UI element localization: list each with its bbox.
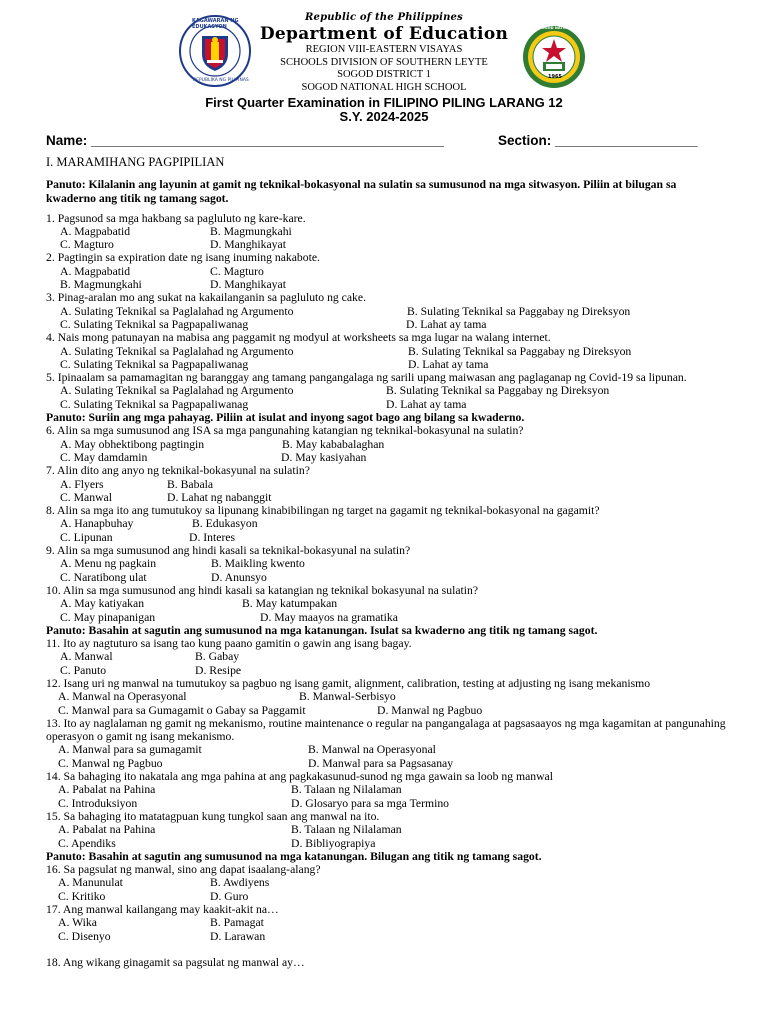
choice[interactable]: D. Manghikayat bbox=[210, 238, 286, 252]
choice-row bbox=[46, 238, 726, 251]
republic-line: Republic of the Philippines bbox=[305, 12, 463, 23]
choice[interactable]: B. Awdiyens bbox=[210, 876, 270, 890]
choice[interactable]: C. Manwal para sa Gumagamit o Gabay sa Paggamit bbox=[58, 703, 306, 717]
choice[interactable]: B. May katumpakan bbox=[242, 597, 338, 611]
choice[interactable]: A. May katiyakan bbox=[60, 597, 145, 611]
choice[interactable]: D. Anunsyo bbox=[211, 570, 267, 584]
choice[interactable]: A. Sulating Teknikal sa Paglalahad ng Argumento bbox=[60, 304, 294, 318]
choice-row bbox=[46, 305, 726, 318]
choice-row bbox=[46, 611, 726, 624]
choice-row bbox=[46, 797, 726, 810]
choice-row bbox=[46, 823, 726, 836]
instructions: Panuto: Suriin ang mga pahayag. Piliin at isulat and inyong sagot bago ang bilang sa kwaderno. bbox=[46, 411, 525, 425]
question: 9. Alin sa mga sumusunod ang hindi kasali sa teknikal-bokasyunal na sulatin? bbox=[46, 544, 411, 558]
choice[interactable]: C. Magturo bbox=[60, 238, 114, 252]
choice[interactable]: C. Manwal bbox=[60, 490, 112, 504]
choice[interactable]: B. Magmungkahi bbox=[60, 278, 142, 292]
question: 7. Alin dito ang anyo ng teknikal-bokasyunal na sulatin? bbox=[46, 464, 310, 478]
name-section-row bbox=[46, 133, 726, 149]
choice[interactable]: C. Sulating Teknikal sa Pagpapaliwanag bbox=[60, 397, 249, 411]
choice-row bbox=[46, 890, 726, 903]
choice[interactable]: B. Babala bbox=[167, 477, 214, 491]
choice[interactable]: D. Manghikayat bbox=[210, 278, 286, 292]
choice-row bbox=[46, 757, 726, 770]
choice[interactable]: A. Sulating Teknikal sa Paglalahad ng Argumento bbox=[60, 344, 294, 358]
choice-row bbox=[46, 225, 726, 238]
choice[interactable]: C. Panuto bbox=[60, 663, 107, 677]
school-seal-lettering: SOGOD NATIONAL HIGH SCHOOL 1965 bbox=[539, 26, 605, 80]
school-year: S.Y. 2024-2025 bbox=[339, 109, 429, 124]
choice[interactable]: C. Kritiko bbox=[58, 889, 106, 903]
choice-row bbox=[46, 743, 726, 756]
choice[interactable]: D. May maayos na gramatika bbox=[260, 610, 398, 624]
choice[interactable]: D. Manwal ng Pagbuo bbox=[377, 703, 483, 717]
choice[interactable]: A. Pabalat na Pahina bbox=[58, 823, 156, 837]
choice[interactable]: A. Magpabatid bbox=[60, 264, 131, 278]
choice[interactable]: B. Sulating Teknikal sa Paggabay ng Direksyon bbox=[408, 344, 632, 358]
choice[interactable]: B. Edukasyon bbox=[192, 517, 258, 531]
choice[interactable]: D. Lahat ng nabanggit bbox=[167, 490, 272, 504]
choice[interactable]: B. Talaan ng Nilalaman bbox=[291, 783, 402, 797]
choice-row bbox=[46, 517, 726, 530]
choice[interactable]: A. Pabalat na Pahina bbox=[58, 783, 156, 797]
choice[interactable]: A. May obhektibong pagtingin bbox=[60, 437, 205, 451]
choice[interactable]: B. Pamagat bbox=[210, 916, 264, 930]
question: 5. Ipinaalam sa pamamagitan ng baranggay ang tamang pangangalaga ng sarili upang maiwasan ang paglaganap ng Covid-19 sa lipunan. bbox=[46, 371, 687, 385]
choice[interactable]: B. Manwal na Operasyonal bbox=[308, 743, 436, 757]
choice[interactable]: D. Guro bbox=[210, 889, 249, 903]
choice[interactable]: B. Manwal-Serbisyo bbox=[299, 690, 396, 704]
choice[interactable]: A. Magpabatid bbox=[60, 224, 131, 238]
choice-row bbox=[46, 876, 726, 889]
choice[interactable]: A. Hanapbuhay bbox=[60, 517, 134, 531]
instructions: Panuto: Kilalanin ang layunin at gamit ng teknikal-bokasyonal na sulatin sa sumusunod na mga sitwasyon. Piliin at bilugan sa kwaderno ang titik ng tamang sagot. bbox=[46, 178, 677, 205]
question: 13. Ito ay naglalaman ng gamit ng mekanismo, routine maintenance o regular na pangangalaga at pagsasaayos ng mga kagamitan at pangunahing operasyon o gamit ng isang mekanismo. bbox=[46, 716, 726, 744]
choice[interactable]: C. Lipunan bbox=[60, 530, 113, 544]
deped-seal-lettering: KAGAWARAN NG EDUKASYON REPUBLIKA NG PILIPINAS bbox=[192, 18, 249, 83]
choice[interactable]: C. Sulating Teknikal sa Pagpapaliwanag bbox=[60, 357, 249, 371]
choice-row bbox=[46, 837, 726, 850]
choice[interactable]: D. Resipe bbox=[195, 663, 242, 677]
choice-row bbox=[46, 783, 726, 796]
choice[interactable]: A. Manwal na Operasyonal bbox=[58, 690, 187, 704]
choice-row bbox=[46, 451, 726, 464]
choice[interactable]: B. Sulating Teknikal sa Paggabay ng Direksyon bbox=[386, 384, 610, 398]
choice[interactable]: A. Manunulat bbox=[58, 876, 123, 890]
choice[interactable]: D. Lahat ay tama bbox=[386, 397, 467, 411]
section-field[interactable]: Section: ___________________ bbox=[498, 133, 698, 148]
instructions: Panuto: Basahin at sagutin ang sumusunod na mga katanungan. Isulat sa kwaderno ang titik ng tamang sagot. bbox=[46, 623, 598, 637]
choice-row bbox=[46, 345, 726, 358]
choice-row bbox=[46, 265, 726, 278]
question: 8. Alin sa mga ito ang tumutukoy sa lipunang kinabibilingan ng target na gagamit ng teknikal-bokasyonal na gagamit? bbox=[46, 504, 600, 518]
choice[interactable]: B. May kababalaghan bbox=[282, 437, 385, 451]
choice[interactable]: D. Larawan bbox=[210, 929, 266, 943]
choice[interactable]: C. Manwal ng Pagbuo bbox=[58, 756, 163, 770]
choice[interactable]: D. Bibliyograpiya bbox=[291, 836, 376, 850]
question: 15. Sa bahaging ito matatagpuan kung tungkol saan ang manwal na ito. bbox=[46, 809, 380, 823]
choice[interactable]: B. Maikling kwento bbox=[211, 557, 305, 571]
choice[interactable]: A. Manwal para sa gumagamit bbox=[58, 743, 202, 757]
choice-row bbox=[46, 358, 726, 371]
choice[interactable]: D. Glosaryo para sa mga Termino bbox=[291, 796, 450, 810]
choice[interactable]: B. Gabay bbox=[195, 650, 240, 664]
choice-row bbox=[46, 650, 726, 663]
choice-row bbox=[46, 571, 726, 584]
part-heading: I. MARAMIHANG PAGPIPILIAN bbox=[46, 155, 225, 169]
choice[interactable]: A. Flyers bbox=[60, 477, 104, 491]
choice-row bbox=[46, 278, 726, 291]
choice-row bbox=[46, 664, 726, 677]
question: 12. Isang uri ng manwal na tumutukoy sa pagbuo ng isang gamit, alignment, calibration, testing at adjusting ng isang mekanismo bbox=[46, 676, 651, 690]
choice-row bbox=[46, 438, 726, 451]
choice[interactable]: C. Magturo bbox=[210, 264, 264, 278]
choice[interactable]: A. Manwal bbox=[60, 650, 113, 664]
choice[interactable]: D. Lahat ay tama bbox=[408, 357, 489, 371]
choice-row bbox=[46, 930, 726, 943]
department-line: Department of Education bbox=[259, 24, 509, 44]
division-line: SCHOOLS DIVISION OF SOUTHERN LEYTE bbox=[280, 56, 488, 68]
choice[interactable]: D. May kasiyahan bbox=[281, 450, 367, 464]
question: 11. Ito ay nagtuturo sa isang tao kung paano gamitin o gawin ang isang bagay. bbox=[46, 637, 412, 651]
question: 4. Nais mong patunayan na mabisa ang paggamit ng modyul at worksheets sa mga lugar na walang internet. bbox=[46, 331, 551, 345]
choice[interactable]: B. Magmungkahi bbox=[210, 224, 292, 238]
choice[interactable]: B. Talaan ng Nilalaman bbox=[291, 823, 402, 837]
question: 2. Pagtingin sa expiration date ng isang inuming nakabote. bbox=[46, 251, 320, 265]
instructions: Panuto: Basahin at sagutin ang sumusunod na mga katanungan. Bilugan ang titik ng tamang sagot. bbox=[46, 849, 542, 863]
exam-title: First Quarter Examination in FILIPINO PILING LARANG 12 bbox=[205, 95, 563, 110]
choice-row bbox=[46, 704, 726, 717]
question: 16. Sa pagsulat ng manwal, sino ang dapat isaalang-alang? bbox=[46, 863, 321, 877]
choice[interactable]: B. Sulating Teknikal sa Paggabay ng Direksyon bbox=[407, 304, 631, 318]
district-line: SOGOD DISTRICT 1 bbox=[337, 69, 431, 80]
choice[interactable]: D. Lahat ay tama bbox=[406, 317, 487, 331]
choice[interactable]: A. Sulating Teknikal sa Paglalahad ng Argumento bbox=[60, 384, 294, 398]
choice[interactable]: C. Disenyo bbox=[58, 929, 111, 943]
choice-row bbox=[46, 318, 726, 331]
choice[interactable]: D. Manwal para sa Pagsasanay bbox=[308, 756, 454, 770]
choice-row bbox=[46, 491, 726, 504]
region-line: REGION VIII-EASTERN VISAYAS bbox=[305, 44, 463, 55]
choice-row bbox=[46, 531, 726, 544]
choice-row bbox=[46, 690, 726, 703]
school-line: SOGOD NATIONAL HIGH SCHOOL bbox=[301, 81, 467, 93]
choice[interactable]: A. Menu ng pagkain bbox=[60, 557, 157, 571]
choice-row bbox=[46, 478, 726, 491]
choice-row bbox=[46, 597, 726, 610]
choice[interactable]: D. Interes bbox=[189, 530, 236, 544]
choice[interactable]: C. May damdamin bbox=[60, 450, 148, 464]
choice[interactable]: A. Wika bbox=[58, 916, 97, 930]
choice-row bbox=[46, 557, 726, 570]
choice-row bbox=[46, 398, 726, 411]
choice-row bbox=[46, 916, 726, 929]
question: 1. Pagsunod sa mga hakbang sa pagluluto ng kare-kare. bbox=[46, 211, 306, 225]
question: 10. Alin sa mga sumusunod ang hindi kasali sa katangian ng teknikal bokasyunal na sulatin? bbox=[46, 583, 479, 597]
choice[interactable]: C. Sulating Teknikal sa Pagpapaliwanag bbox=[60, 317, 249, 331]
question: 14. Sa bahaging ito nakatala ang mga pahina at ang pagkakasunud-sunod ng mga gawain sa loob ng manwal bbox=[46, 770, 553, 784]
choice[interactable]: C. Apendiks bbox=[58, 836, 116, 850]
choice[interactable]: C. Naratibong ulat bbox=[60, 570, 147, 584]
question: 6. Alin sa mga sumusunod ang ISA sa mga pangunahing katangian ng teknikal-bokasyunal na sulatin? bbox=[46, 424, 524, 438]
exam-body bbox=[46, 178, 726, 969]
name-field[interactable]: Name: _______________________________________________ bbox=[46, 133, 444, 148]
question: 18. Ang wikang ginagamit sa pagsulat ng manwal ay… bbox=[46, 955, 305, 969]
choice[interactable]: C. Introduksiyon bbox=[58, 796, 138, 810]
choice-row bbox=[46, 384, 726, 397]
question: 3. Pinag-aralan mo ang sukat na kakailanganin sa pagluluto ng cake. bbox=[46, 291, 367, 305]
question: 17. Ang manwal kailangang may kaakit-akit na… bbox=[46, 903, 279, 917]
choice[interactable]: C. May pinapanigan bbox=[60, 610, 156, 624]
school-header bbox=[200, 12, 568, 94]
